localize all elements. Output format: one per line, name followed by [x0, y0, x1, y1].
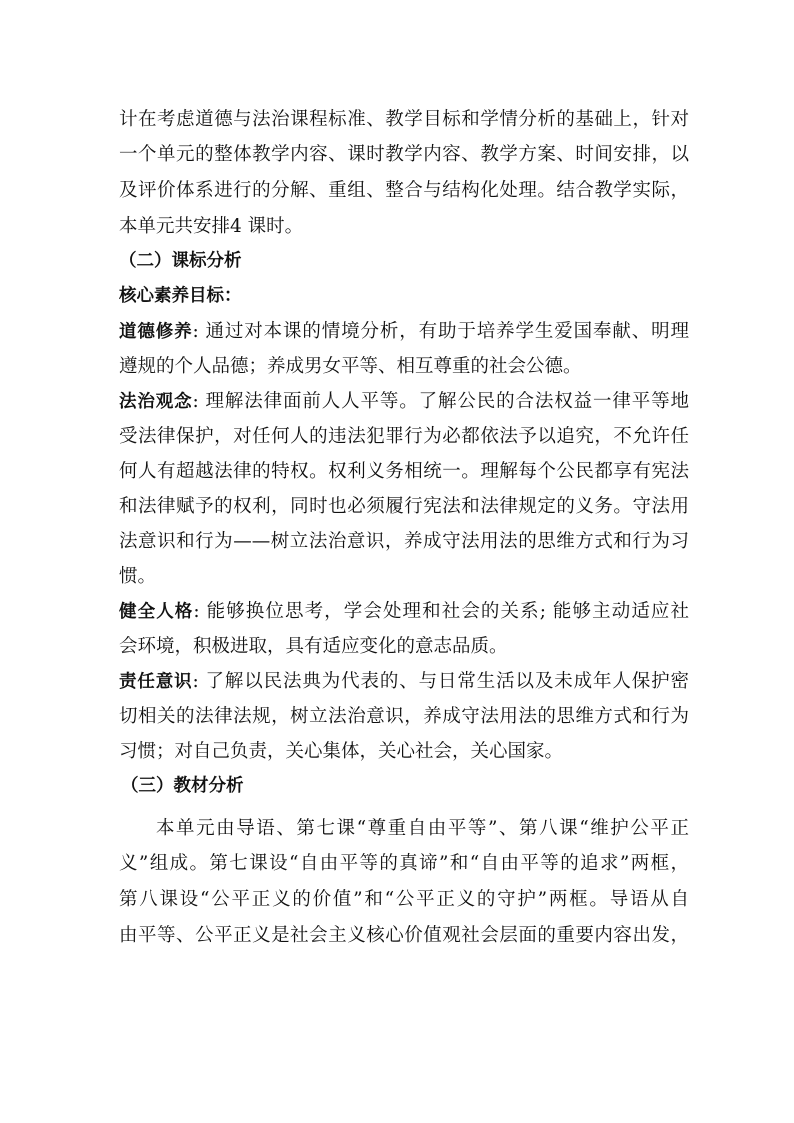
paragraph-line: 计在考虑道德与法治课程标准、教学目标和学情分析的基础上，针对 — [119, 109, 689, 130]
moral-text: : 通过对本课的情境分析，有助于培养学生爱国奉献、明理 — [192, 321, 689, 342]
paragraph-line: 切相关的法律法规，树立法治意识，养成守法用法的思维方式和行为 — [119, 706, 689, 727]
law-line — [119, 384, 689, 419]
paragraph-line: 法意识和行为——树立法治意识，养成守法用法的思维方式和行为习 — [119, 531, 689, 552]
document-body — [119, 102, 689, 954]
paragraph-line: 本单元共安排4 课时。 — [119, 216, 304, 237]
paragraph-line: 受法律保护，对任何人的违法犯罪行为必都依法予以追究，不允许任 — [119, 426, 689, 447]
paragraph-line: 义”组成。第七课设“自由平等的真谛”和“自由平等的追求”两框， — [119, 853, 689, 874]
personality-line — [119, 594, 689, 629]
law-text: : 理解法律面前人人平等。了解公民的合法权益一律平等地 — [192, 391, 689, 412]
moral-line — [119, 314, 689, 349]
moral-term: 道德修养 — [119, 322, 193, 342]
section-heading-curriculum: （二）课标分析 — [119, 251, 242, 271]
paragraph-line: 习惯；对自己负责，关心集体，关心社会，关心国家。 — [119, 741, 564, 762]
personality-term: 健全人格 — [119, 602, 194, 622]
paragraph-line: 及评价体系进行的分解、重组、整合与结构化处理。结合教学实际， — [119, 180, 689, 201]
paragraph-line: 惯。 — [119, 566, 157, 587]
paragraph-line: 由平等、公平正义是社会主义核心价值观社会层面的重要内容出发， — [119, 925, 689, 946]
responsibility-text: : 了解以民法典为代表的、与日常生活以及未成年人保护密 — [192, 671, 689, 692]
paragraph-line: 何人有超越法律的特权。权利义务相统一。理解每个公民都享有宪法 — [119, 461, 689, 482]
paragraph-line: 本单元由导语、第七课“尊重自由平等”、第八课“维护公平正 — [156, 818, 689, 839]
responsibility-term: 责任意识 — [119, 672, 193, 692]
paragraph-line: 和法律赋予的权利，同时也必须履行宪法和法律规定的义务。守法用 — [119, 496, 689, 517]
paragraph-line: 会环境，积极进取，具有适应变化的意志品质。 — [119, 636, 508, 657]
subheading-core-literacy: 核心素养目标： — [119, 286, 242, 306]
section-heading-textbook: （三）教材分析 — [121, 776, 244, 796]
paragraph-line: 第八课设“公平正义的价值”和“公平正义的守护”两框。导语从自 — [119, 889, 689, 910]
paragraph-line: 一个单元的整体教学内容、课时教学内容、教学方案、时间安排，以 — [119, 144, 689, 165]
law-term: 法治观念 — [119, 392, 193, 412]
responsibility-line — [119, 664, 689, 699]
personality-text: : 能够换位思考，学会处理和社会的关系; 能够主动适应社 — [193, 601, 689, 622]
paragraph-line: 遵规的个人品德；养成男女平等、相互尊重的社会公德。 — [119, 356, 582, 377]
